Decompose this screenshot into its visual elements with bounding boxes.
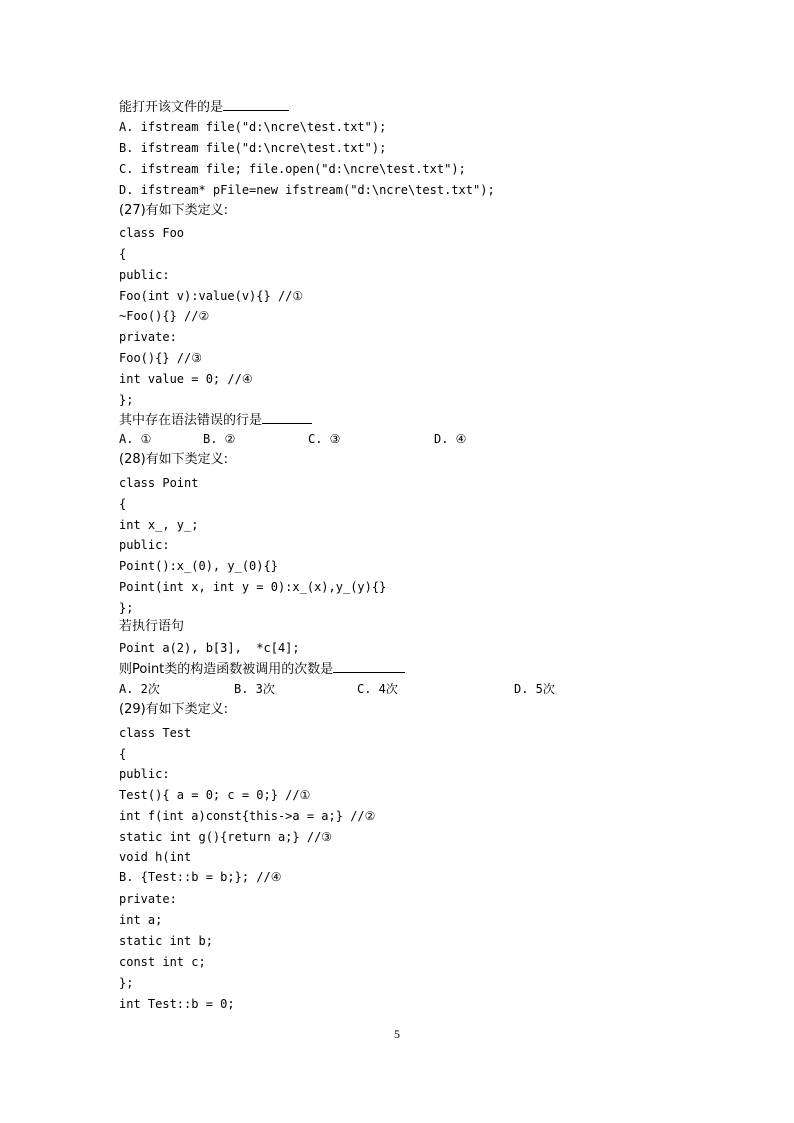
answer-blank (333, 660, 405, 673)
q28-stem: 则Point类的构造函数被调用的次数是 (119, 660, 405, 678)
q29-code-line: public: (119, 767, 170, 781)
q27-code-line: public: (119, 268, 170, 282)
q27-code-line: class Foo (119, 226, 185, 240)
q29-code-line: const int c; (119, 955, 206, 969)
q28-pre: 若执行语句 (119, 619, 185, 634)
q29-code-line: void h(int (119, 850, 192, 864)
q29-code-line: B. {Test::b = b;}; //④ (119, 870, 282, 884)
q27-option-a: A. ① (119, 432, 152, 446)
q27-code-line: Foo(){} //③ (119, 351, 203, 365)
q27-stem: 其中存在语法错误的行是 (119, 411, 312, 429)
q27-code-line: private: (119, 330, 177, 344)
q27-code-line: ~Foo(){} //② (119, 309, 210, 323)
q27-option-d: D. ④ (434, 432, 467, 446)
q27-option-c: C. ③ (308, 432, 341, 446)
q29-code-line: int a; (119, 913, 163, 927)
q27-option-b: B. ② (203, 432, 236, 446)
q26-option-b: B. ifstream file("d:\ncre\test.txt"); (119, 141, 387, 155)
q28-code-line: int x_, y_; (119, 518, 199, 532)
q28-code-line: }; (119, 601, 134, 615)
q29-code-line: Test(){ a = 0; c = 0;} //① (119, 788, 311, 802)
q26-option-d: D. ifstream* pFile=new ifstream("d:\ncre\test.txt"); (119, 183, 495, 197)
q26-stem: 能打开该文件的是 (119, 98, 289, 116)
q28-option-d: D. 5次 (514, 682, 555, 696)
q28-code-line: Point(int x, int y = 0):x_(x),y_(y){} (119, 580, 387, 594)
q28-header: (28)有如下类定义: (119, 452, 229, 467)
q29-code-line: { (119, 747, 127, 761)
q29-code-line: class Test (119, 726, 192, 740)
q28-option-c: C. 4次 (357, 682, 398, 696)
q26-option-c: C. ifstream file; file.open("d:\ncre\test.txt"); (119, 162, 466, 176)
q27-code-line: int value = 0; //④ (119, 372, 253, 386)
q29-code-line: private: (119, 892, 177, 906)
q27-code-line: Foo(int v):value(v){} //① (119, 289, 304, 303)
page-number: 5 (394, 1027, 400, 1041)
q28-code-line: { (119, 497, 127, 511)
q29-code-line: int f(int a)const{this->a = a;} //② (119, 809, 376, 823)
q29-header: (29)有如下类定义: (119, 702, 229, 717)
q28-option-b: B. 3次 (234, 682, 275, 696)
q28-code-line: public: (119, 538, 170, 552)
q27-code-line: }; (119, 393, 134, 407)
q29-code-line: static int g(){return a;} //③ (119, 830, 333, 844)
q28-statement: Point a(2), b[3], *c[4]; (119, 641, 300, 655)
q29-code-line: static int b; (119, 934, 213, 948)
q28-code-line: Point():x_(0), y_(0){} (119, 559, 278, 573)
q26-option-a: A. ifstream file("d:\ncre\test.txt"); (119, 120, 387, 134)
answer-blank (223, 98, 289, 111)
q29-code-line: }; (119, 976, 134, 990)
q28-option-a: A. 2次 (119, 682, 160, 696)
q27-header: (27)有如下类定义: (119, 203, 229, 218)
answer-blank (262, 411, 312, 424)
q28-code-line: class Point (119, 476, 199, 490)
q29-code-line: int Test::b = 0; (119, 997, 235, 1011)
q27-code-line: { (119, 247, 127, 261)
